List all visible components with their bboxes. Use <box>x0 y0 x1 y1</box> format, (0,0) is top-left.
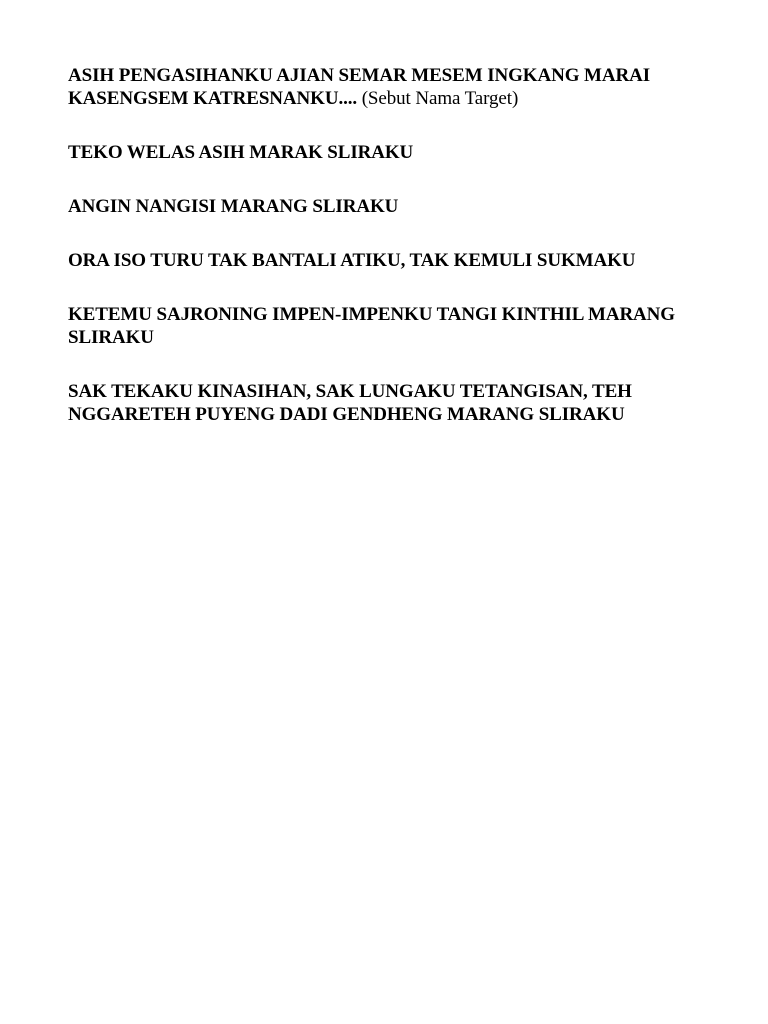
paragraph-3: ANGIN NANGISI MARANG SLIRAKU <box>68 196 399 217</box>
paragraph-6: SAK TEKAKU KINASIHAN, SAK LUNGAKU TETANGISAN, TEH NGGARETEH PUYENG DADI GENDHENG MARANG SLIRAKU <box>68 381 632 425</box>
paragraph-1 <box>68 64 740 110</box>
paragraph-4: ORA ISO TURU TAK BANTALI ATIKU, TAK KEMULI SUKMAKU <box>68 250 636 271</box>
paragraph-5: KETEMU SAJRONING IMPEN-IMPENKU TANGI KINTHIL MARANG SLIRAKU <box>68 304 675 348</box>
document-body <box>68 64 740 457</box>
paragraph-2: TEKO WELAS ASIH MARAK SLIRAKU <box>68 142 414 163</box>
paragraph-1-text: ASIH PENGASIHANKU AJIAN SEMAR MESEM INGKANG MARAI KASENGSEM KATRESNANKU.... <box>68 65 651 109</box>
paragraph-1-note: (Sebut Nama Target) <box>361 88 519 109</box>
